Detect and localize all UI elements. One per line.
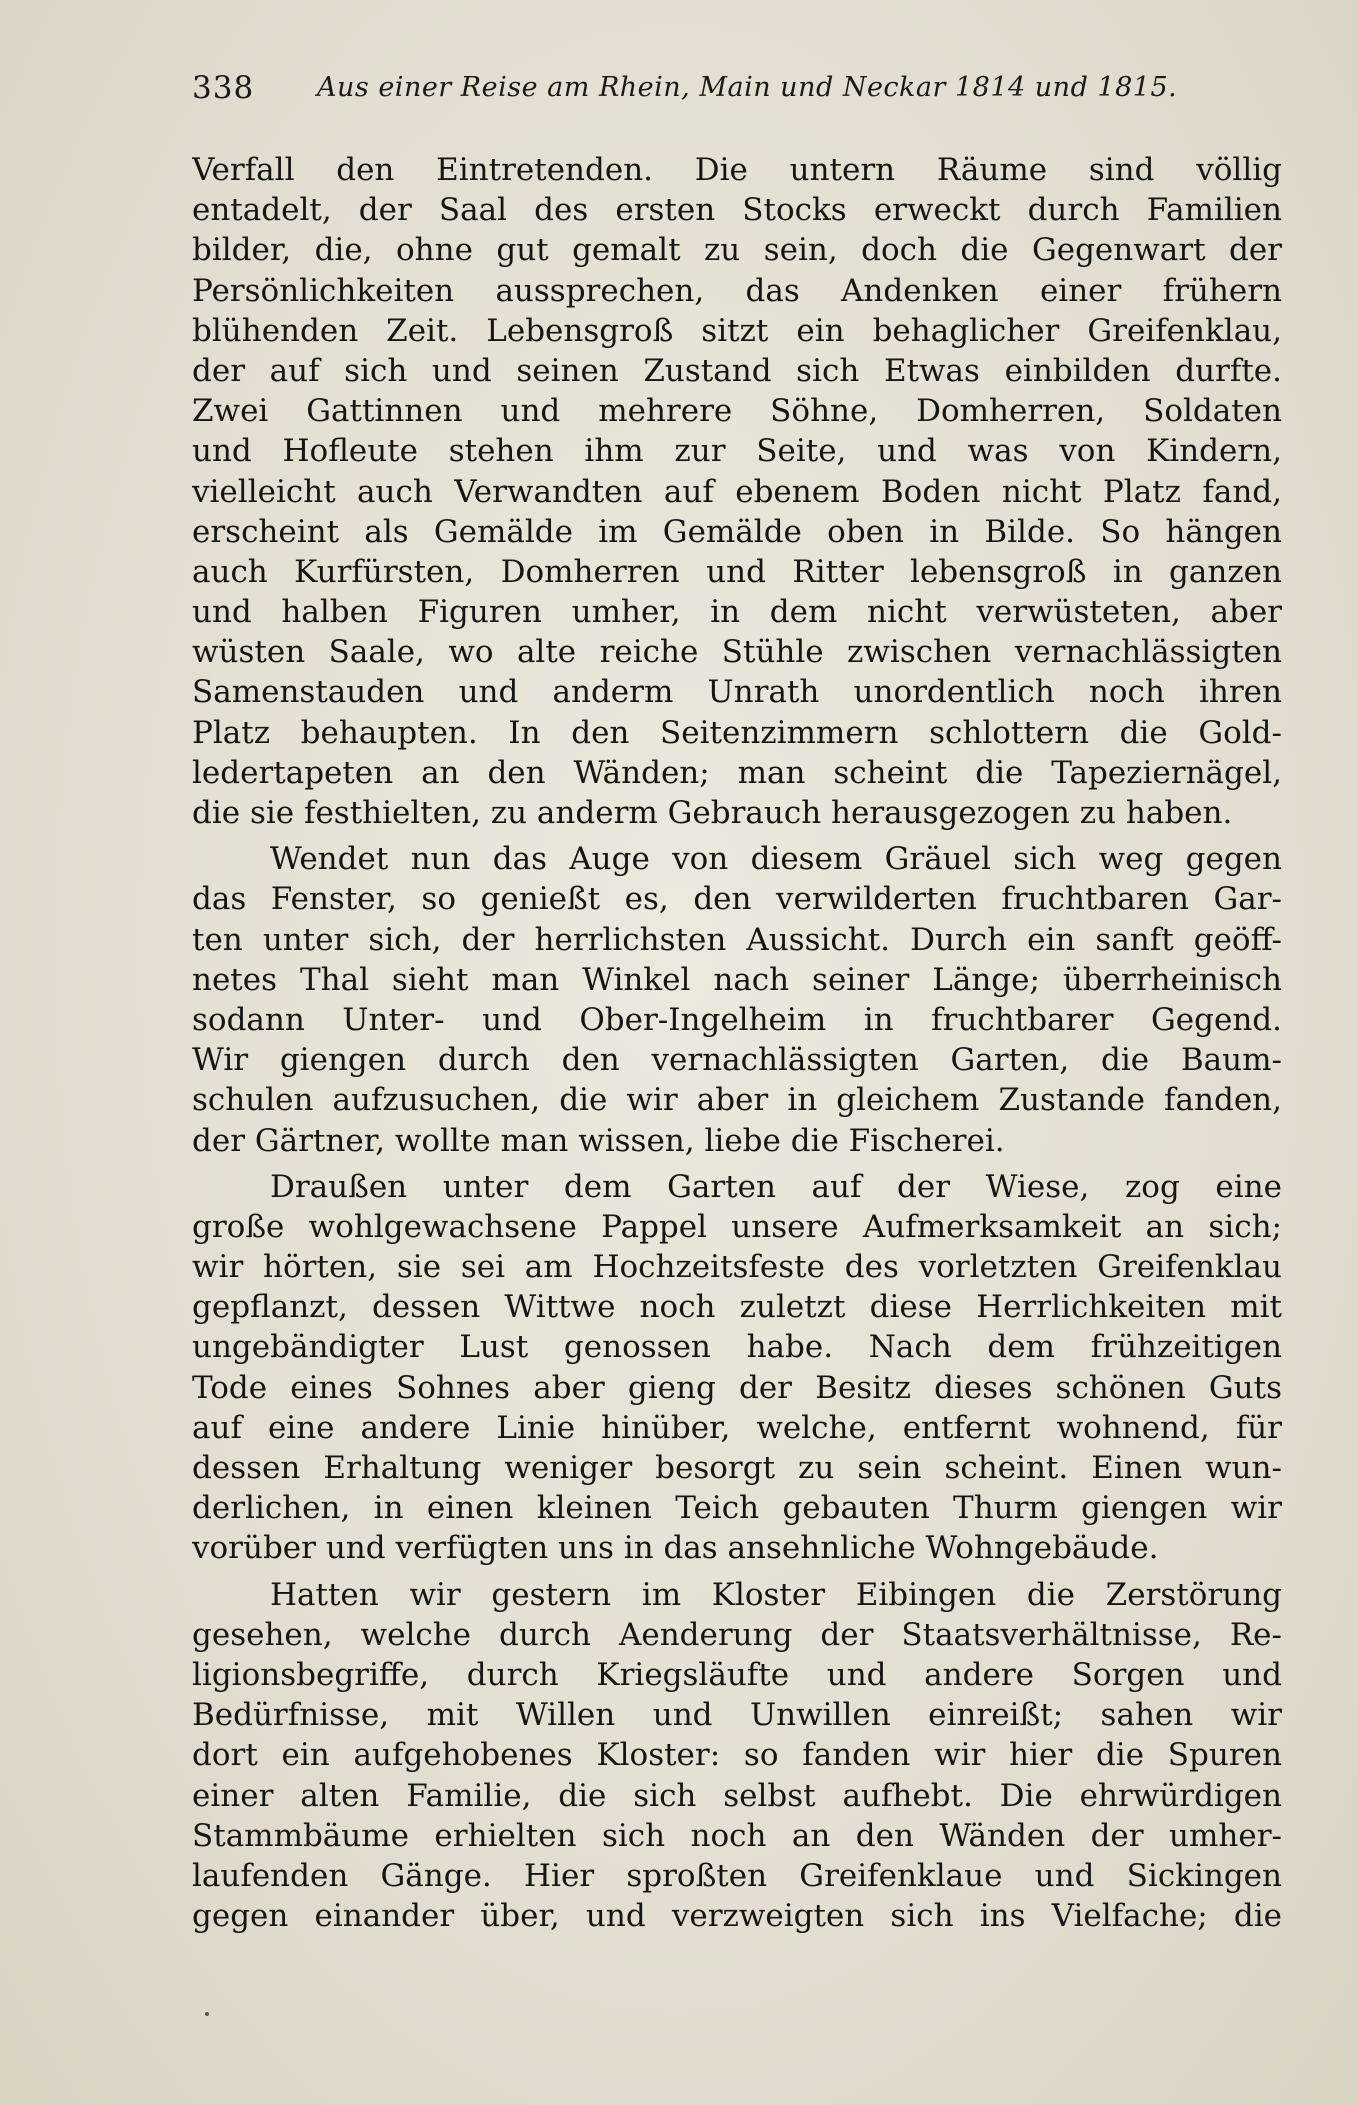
text-line: Bedürfnisse, mit Willen und Unwillen einreißt; sahen wir — [192, 1697, 1282, 1734]
text-line: schulen aufzusuchen, die wir aber in gleichem Zustande fanden, — [192, 1082, 1282, 1119]
text-line: auf eine andere Linie hinüber, welche, entfernt wohnend, für — [192, 1409, 1282, 1446]
text-line: die sie festhielten, zu anderm Gebrauch herausgezogen zu haben. — [192, 795, 1233, 831]
text-line: ungebändigter Lust genossen habe. Nach dem frühzeitigen — [192, 1329, 1282, 1366]
text-line: gegen einander über, und verzweigten sich ins Vielfache; die — [192, 1898, 1282, 1935]
text-line: der Gärtner, wollte man wissen, liebe die Fischerei. — [192, 1122, 1005, 1159]
text-line: erscheint als Gemälde im Gemälde oben in Bilde. So hängen — [192, 513, 1282, 550]
text-line: Wir giengen durch den vernachlässigten Garten, die Baum- — [192, 1042, 1282, 1079]
text-line: ledertapeten an den Wänden; man scheint die Tapeziernägel, — [192, 754, 1282, 791]
paragraph-2 — [192, 839, 1282, 1161]
text-line: Persönlichkeiten aussprechen, das Andenken einer frühern — [192, 272, 1282, 309]
text-line: Zwei Gattinnen und mehrere Söhne, Domherren, Soldaten — [192, 393, 1282, 430]
text-line: wüsten Saale, wo alte reiche Stühle zwischen vernachlässigten — [192, 634, 1282, 671]
text-line: der auf sich und seinen Zustand sich Etwas einbilden durfte. — [192, 352, 1282, 389]
text-line: laufenden Gänge. Hier sproßten Greifenklaue und Sickingen — [192, 1857, 1282, 1894]
text-line: vielleicht auch Verwandten auf ebenem Boden nicht Platz fand, — [192, 473, 1282, 510]
paragraph-1 — [192, 150, 1282, 833]
text-line: Draußen unter dem Garten auf der Wiese, zog eine — [270, 1168, 1282, 1205]
text-line: Platz behaupten. In den Seitenzimmern schlottern die Gold- — [192, 714, 1282, 751]
text-line: einer alten Familie, die sich selbst aufhebt. Die ehrwürdigen — [192, 1777, 1282, 1814]
page-header — [192, 70, 1282, 118]
text-line: dessen Erhaltung weniger besorgt zu sein scheint. Einen wun- — [192, 1450, 1282, 1486]
body-text — [192, 150, 1282, 1936]
text-line: Samenstauden und anderm Unrath unordentlich noch ihren — [192, 674, 1282, 711]
text-line: blühenden Zeit. Lebensgroß sitzt ein behaglicher Greifenklau, — [192, 312, 1282, 349]
text-line: Hatten wir gestern im Kloster Eibingen die Zerstörung — [270, 1576, 1282, 1613]
text-line: Wendet nun das Auge von diesem Gräuel sich weg gegen — [270, 841, 1282, 878]
text-line: ligionsbegriffe, durch Kriegsläufte und andere Sorgen und — [192, 1656, 1282, 1693]
text-line: und Hofleute stehen ihm zur Seite, und was von Kindern, — [192, 433, 1282, 470]
paragraph-3 — [192, 1167, 1282, 1569]
page-number: 338 — [192, 70, 255, 106]
text-line: entadelt, der Saal des ersten Stocks erweckt durch Familien — [192, 192, 1282, 229]
text-line: sodann Unter- und Ober-Ingelheim in fruchtbarer Gegend. — [192, 1001, 1282, 1038]
text-line: vorüber und verfügten uns in das ansehnliche Wohngebäude. — [192, 1530, 1159, 1567]
text-line: gesehen, welche durch Aenderung der Staatsverhältnisse, Re- — [192, 1616, 1282, 1653]
text-line: derlichen, in einen kleinen Teich gebauten Thurm giengen wir — [192, 1490, 1282, 1527]
text-line: dort ein aufgehobenes Kloster: so fanden wir hier die Spuren — [192, 1737, 1282, 1774]
print-speck — [205, 2012, 209, 2016]
text-line: wir hörten, sie sei am Hochzeitsfeste des vorletzten Greifenklau — [192, 1249, 1282, 1286]
text-line: Verfall den Eintretenden. Die untern Räume sind völlig — [192, 152, 1282, 188]
text-line: Stammbäume erhielten sich noch an den Wänden der umher- — [192, 1817, 1282, 1854]
running-title: Aus einer Reise am Rhein, Main und Neckar 1814 und 1815. — [317, 72, 1178, 103]
text-line: auch Kurfürsten, Domherren und Ritter lebensgroß in ganzen — [192, 553, 1282, 590]
text-line: netes Thal sieht man Winkel nach seiner Länge; überrheinisch — [192, 961, 1282, 998]
text-line: große wohlgewachsene Pappel unsere Aufmerksamkeit an sich; — [192, 1208, 1282, 1245]
text-line: Tode eines Sohnes aber gieng der Besitz dieses schönen Guts — [192, 1369, 1282, 1406]
text-line: das Fenster, so genießt es, den verwilderten fruchtbaren Gar- — [192, 881, 1282, 918]
paragraph-4 — [192, 1575, 1282, 1937]
text-line: gepflanzt, dessen Wittwe noch zuletzt diese Herrlichkeiten mit — [192, 1289, 1282, 1326]
text-line: bilder, die, ohne gut gemalt zu sein, doch die Gegenwart der — [192, 232, 1282, 269]
text-line: und halben Figuren umher, in dem nicht verwüsteten, aber — [192, 594, 1282, 631]
text-line: ten unter sich, der herrlichsten Aussicht. Durch ein sanft geöff- — [192, 921, 1282, 958]
